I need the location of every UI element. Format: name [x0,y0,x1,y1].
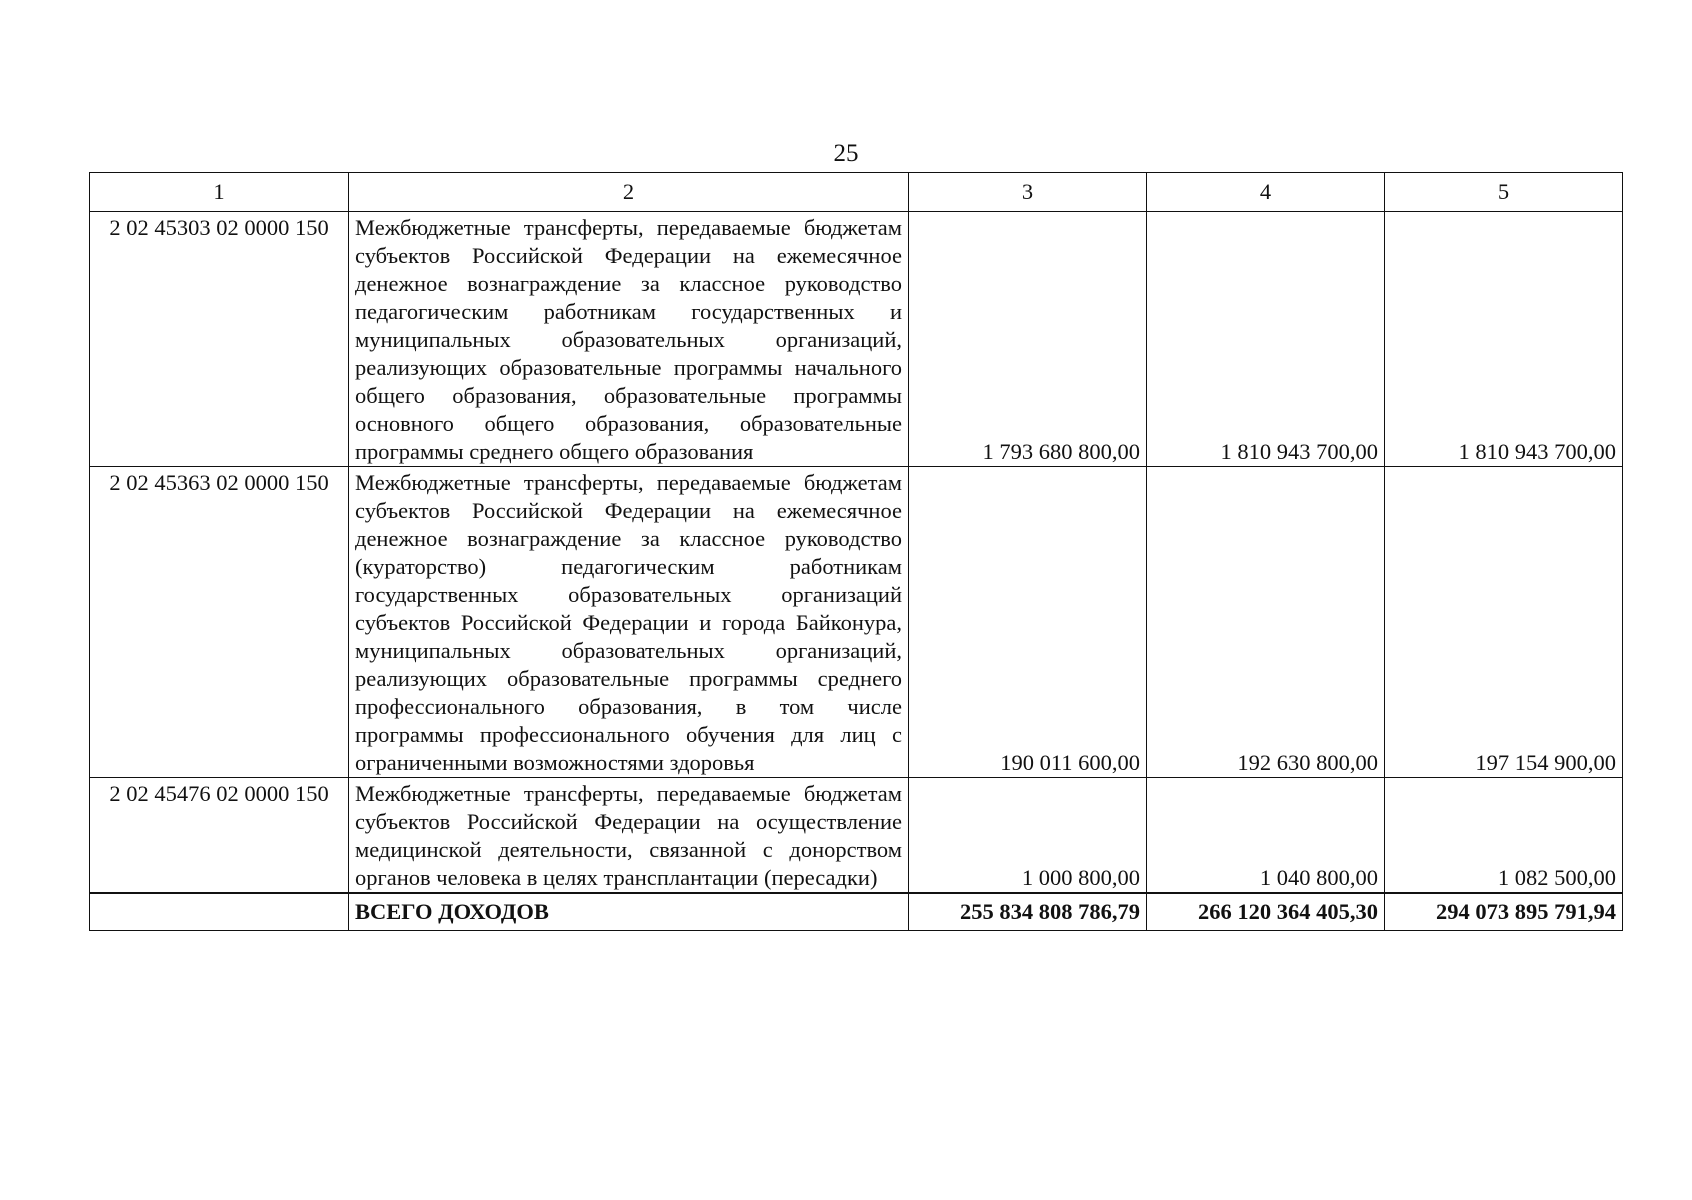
table-row [90,467,1623,778]
budget-code: 2 02 45476 02 0000 150 [90,778,349,894]
total-row [90,893,1623,931]
row-description: Межбюджетные трансферты, передаваемые бюджетам субъектов Российской Федерации на ежемесячное денежное вознаграждение за классное руководство педагогическим работникам государственных и муниципальных образовательных организаций, реализующих образовательные программы начального общего образования, образовательные программы основного общего образования, образовательные программы среднего общего образования [349,212,909,467]
column-number-5: 5 [1385,173,1623,212]
total-code [90,893,349,931]
table-row [90,778,1623,894]
total-col-4: 266 120 364 405,30 [1147,893,1385,931]
row-description: Межбюджетные трансферты, передаваемые бюджетам субъектов Российской Федерации на ежемесячное денежное вознаграждение за классное руководство (кураторство) педагогическим работникам государственных образовательных организаций субъектов Российской Федерации и города Байконура, муниципальных образовательных организаций, реализующих образовательные программы среднего профессионального образования, в том числе программы профессионального обучения для лиц с ограниченными возможностями здоровья [349,467,909,778]
amount-col-3: 1 793 680 800,00 [909,212,1147,467]
revenue-table [89,172,1623,931]
budget-code: 2 02 45363 02 0000 150 [90,467,349,778]
budget-code: 2 02 45303 02 0000 150 [90,212,349,467]
amount-col-4: 1 040 800,00 [1147,778,1385,894]
page-number: 25 [833,140,859,167]
total-col-5: 294 073 895 791,94 [1385,893,1623,931]
amount-col-3: 1 000 800,00 [909,778,1147,894]
table-row [90,212,1623,467]
column-number-1: 1 [90,173,349,212]
column-number-row [90,173,1623,212]
total-col-3: 255 834 808 786,79 [909,893,1147,931]
row-description: Межбюджетные трансферты, передаваемые бюджетам субъектов Российской Федерации на осуществление медицинской деятельности, связанной с донорством органов человека в целях трансплантации (пересадки) [349,778,909,894]
column-number-4: 4 [1147,173,1385,212]
amount-col-5: 197 154 900,00 [1385,467,1623,778]
amount-col-4: 1 810 943 700,00 [1147,212,1385,467]
column-number-2: 2 [349,173,909,212]
amount-col-4: 192 630 800,00 [1147,467,1385,778]
column-number-3: 3 [909,173,1147,212]
amount-col-5: 1 810 943 700,00 [1385,212,1623,467]
total-label: ВСЕГО ДОХОДОВ [349,893,909,931]
amount-col-5: 1 082 500,00 [1385,778,1623,894]
amount-col-3: 190 011 600,00 [909,467,1147,778]
